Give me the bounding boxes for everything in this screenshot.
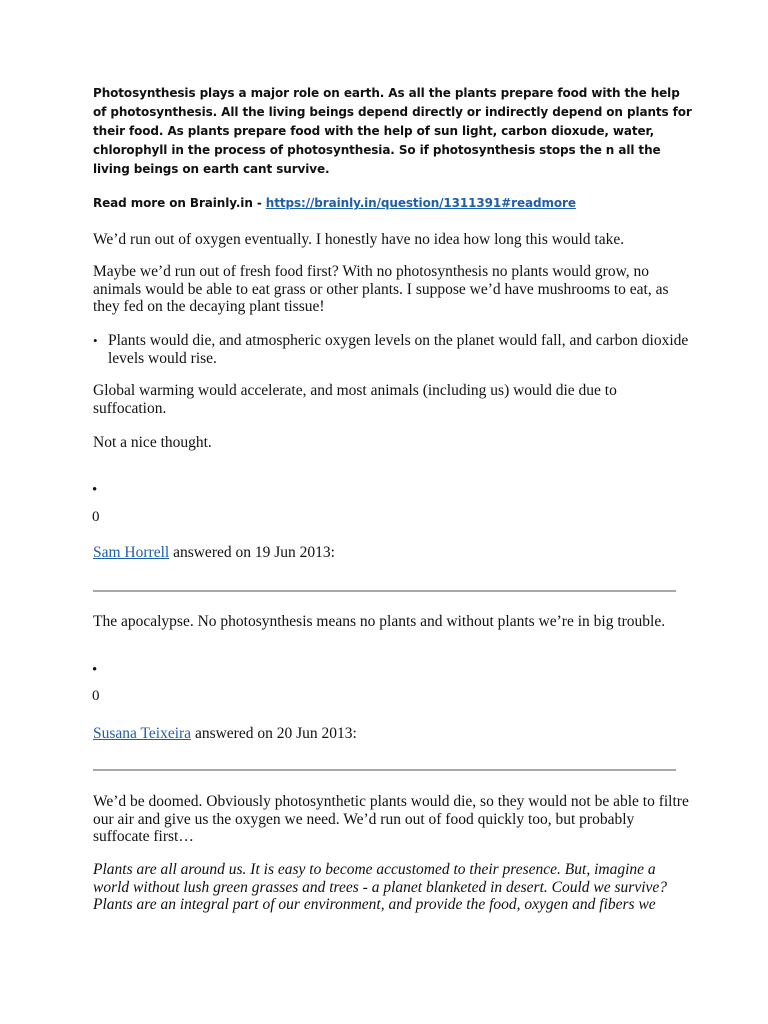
author-link-susana-teixeira[interactable]: Susana Teixeira	[93, 725, 192, 742]
answer1-bullet-item	[93, 332, 693, 367]
answer1-paragraph-3: Global warming would accelerate, and most animals (including us) would die due to suffocation.	[93, 382, 617, 417]
divider-2	[93, 769, 676, 771]
read-more-label: Read more on Brainly.in -	[93, 196, 266, 210]
answer3-paragraph-1: We’d be doomed. Obviously photosynthetic plants would die, so they would not be able to filtre our air and give us the oxygen we need. We’d run out of food quickly too, but probably suffocate first…	[93, 793, 689, 845]
answer1-bullet-text: Plants would die, and atmospheric oxygen levels on the planet would fall, and carbon dioxide levels would rise.	[108, 332, 689, 367]
vote-bullet-icon-1[interactable]: •	[92, 482, 98, 498]
answer1-paragraph-2: Maybe we’d run out of fresh food first? With no photosynthesis no plants would grow, no animals would be able to eat grass or other plants. I suppose we’d have mushrooms to eat, as they fed on the decaying plant tissue!	[93, 263, 669, 315]
answer2-paragraph: The apocalypse. No photosynthesis means no plants and without plants we’re in big trouble.	[93, 613, 666, 630]
author-link-sam-horrell[interactable]: Sam Horrell	[93, 544, 170, 561]
intro-paragraph: Photosynthesis plays a major role on earth. As all the plants prepare food with the help of photosynthesis. All the living beings depend directly or indirectly depend on plants for their food. As plants prepare food with the help of sun light, carbon dioxude, water, chlorophyll in the process of photosynthesia. So if photosynthesis stops the n all the living beings on earth cant survive.	[93, 86, 692, 176]
answer1-paragraph-4: Not a nice thought.	[93, 434, 212, 451]
answer1-paragraph-1: We’d run out of oxygen eventually. I honestly have no idea how long this would take.	[93, 231, 625, 248]
vote-count-2: 0	[92, 688, 100, 704]
divider-1	[93, 590, 676, 592]
bullet-icon: •	[93, 333, 98, 348]
answer3-header	[93, 725, 693, 743]
vote-bullet-icon-2[interactable]: •	[92, 662, 98, 678]
answer3-paragraph-2: Plants are all around us. It is easy to become accustomed to their presence. But, imagine a world without lush green grasses and trees - a planet blanketed in desert. Could we survive? Plants are an integral part of our environment, and provide the food, oxygen and fibers we	[93, 861, 668, 913]
answer2-meta: answered on 19 Jun 2013:	[169, 544, 335, 561]
read-more-line	[93, 194, 693, 213]
answer2-header	[93, 544, 693, 562]
answer3-meta: answered on 20 Jun 2013:	[191, 725, 357, 742]
brainly-link[interactable]: https://brainly.in/question/1311391#readmore	[265, 196, 576, 210]
vote-count-1: 0	[92, 509, 100, 525]
